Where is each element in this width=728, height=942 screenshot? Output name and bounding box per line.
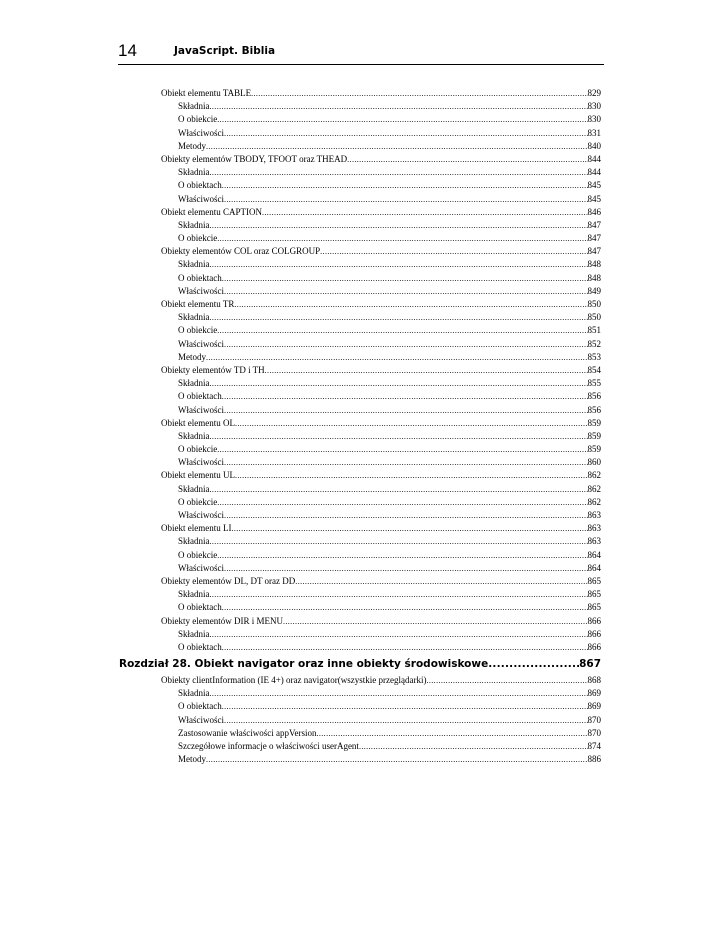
- toc-entry-label: O obiektach: [178, 602, 222, 613]
- toc-entry-label: Właściwości: [178, 404, 224, 415]
- toc-entry-label: O obiektach: [178, 272, 222, 283]
- toc-entry-label: Składnia: [178, 628, 210, 639]
- toc-dot-leader: [206, 140, 588, 153]
- toc-dot-leader: [262, 206, 588, 219]
- toc-dot-leader: [426, 674, 587, 687]
- toc-subsection-entry[interactable]: [178, 535, 601, 548]
- toc-entry-page: 866: [587, 615, 601, 626]
- toc-entry-page: 830: [587, 114, 601, 125]
- toc-entry-page: 866: [587, 641, 601, 652]
- toc-entry-label: Właściwości: [178, 193, 224, 204]
- toc-entry-label: Metody: [178, 754, 206, 765]
- toc-entry-page: 859: [587, 430, 601, 441]
- toc-subsection-entry[interactable]: [178, 285, 601, 298]
- toc-subsection-entry[interactable]: [178, 562, 601, 575]
- toc-entry-page: 847: [587, 233, 601, 244]
- toc-subsection-entry[interactable]: [178, 496, 601, 509]
- toc-entry-page: 874: [587, 741, 601, 751]
- toc-section-entry[interactable]: [161, 417, 601, 430]
- toc-dot-leader: [265, 364, 588, 377]
- toc-subsection-entry[interactable]: [178, 443, 601, 456]
- toc-entry-page: 859: [587, 417, 601, 428]
- toc-subsection-entry[interactable]: [178, 430, 601, 443]
- toc-entry-label: Składnia: [178, 430, 210, 441]
- toc-dot-leader: [316, 727, 587, 740]
- toc-dot-leader: [210, 483, 588, 496]
- toc-subsection-entry[interactable]: [178, 740, 601, 753]
- toc-entry-page: 831: [587, 127, 601, 138]
- toc-entry-label: Obiekt elementu UL: [161, 470, 235, 481]
- toc-entry-page: 862: [587, 470, 601, 481]
- toc-entry-page: 870: [587, 714, 601, 725]
- toc-dot-leader: [206, 351, 588, 364]
- toc-dot-leader: [222, 179, 588, 192]
- toc-subsection-entry[interactable]: [178, 753, 601, 766]
- toc-dot-leader: [222, 601, 588, 614]
- toc-entry-page: 865: [587, 575, 601, 586]
- toc-section-entry[interactable]: [161, 153, 601, 166]
- toc-dot-leader: [224, 714, 588, 727]
- toc-dot-leader: [222, 272, 588, 285]
- toc-entry-page: 849: [587, 285, 601, 296]
- toc-subsection-entry[interactable]: [178, 549, 601, 562]
- toc-subsection-entry[interactable]: [178, 628, 601, 641]
- toc-subsection-entry[interactable]: [178, 127, 601, 140]
- toc-section-entry[interactable]: [161, 364, 601, 377]
- toc-entry-label: Obiekt elementu TABLE: [161, 88, 252, 98]
- toc-entry-page: 886: [587, 754, 601, 765]
- toc-subsection-entry[interactable]: [178, 404, 601, 417]
- toc-entry-page: 863: [587, 510, 601, 520]
- toc-subsection-entry[interactable]: [178, 377, 601, 390]
- toc-entry-label: Obiekt elementu LI: [161, 523, 232, 534]
- toc-subsection-entry[interactable]: [178, 311, 601, 324]
- toc-entry-page: 863: [587, 536, 601, 547]
- toc-entry-page: 865: [587, 602, 601, 613]
- toc-subsection-entry[interactable]: [178, 324, 601, 337]
- toc-entry-page: 848: [587, 272, 601, 283]
- toc-dot-leader: [217, 443, 587, 456]
- toc-entry-label: Właściwości: [178, 285, 224, 296]
- toc-entry-label: O obiekcie: [178, 233, 218, 244]
- toc-subsection-entry[interactable]: [178, 456, 601, 469]
- toc-dot-leader: [222, 641, 588, 654]
- toc-entry-page: 853: [587, 351, 601, 362]
- toc-entry-label: Obiekty elementów DIR i MENU: [161, 615, 283, 626]
- toc-entry-label: O obiektach: [178, 641, 222, 652]
- toc-dot-leader: [251, 87, 587, 100]
- toc-subsection-entry[interactable]: [178, 166, 601, 179]
- toc-entry-page: 855: [587, 378, 601, 389]
- toc-subsection-entry[interactable]: [178, 113, 601, 126]
- toc-dot-leader: [231, 522, 587, 535]
- toc-dot-leader: [210, 258, 588, 271]
- toc-entry-label: Składnia: [178, 483, 210, 494]
- toc-entry-page: 854: [587, 364, 601, 375]
- toc-dot-leader: [488, 656, 579, 672]
- toc-chapter-entry[interactable]: [119, 656, 601, 672]
- toc-entry-label: Rozdział 28. Obiekt navigator oraz inne obiekty środowiskowe: [119, 658, 489, 671]
- toc-entry-label: Właściwości: [178, 338, 224, 349]
- toc-entry-page: 869: [587, 701, 601, 712]
- toc-entry-label: Metody: [178, 351, 206, 362]
- toc-section-entry[interactable]: [161, 469, 601, 482]
- toc-entry-page: 864: [587, 549, 601, 560]
- toc-section-entry[interactable]: [161, 87, 601, 100]
- toc-dot-leader: [210, 535, 588, 548]
- toc-dot-leader: [217, 113, 587, 126]
- book-title: JavaScript. Biblia: [174, 45, 276, 57]
- toc-subsection-entry[interactable]: [178, 219, 601, 232]
- toc-entry-label: Obiekt elementu TR: [161, 299, 235, 309]
- toc-entry-page: 840: [587, 140, 601, 151]
- toc-entry-page: 845: [587, 180, 601, 191]
- toc-entry-label: Właściwości: [178, 510, 224, 520]
- toc-entry-page: 864: [587, 562, 601, 573]
- toc-dot-leader: [210, 377, 588, 390]
- toc-entry-label: Obiekty elementów COL oraz COLGROUP: [161, 246, 321, 257]
- toc-dot-leader: [210, 311, 588, 324]
- toc-entry-page: 850: [587, 299, 601, 309]
- toc-dot-leader: [320, 245, 587, 258]
- toc-entry-label: Składnia: [178, 378, 210, 389]
- toc-entry-label: Szczegółowe informacje o właściwości userAgent: [178, 741, 359, 751]
- toc-subsection-entry[interactable]: [178, 700, 601, 713]
- toc-section-entry[interactable]: [161, 674, 601, 687]
- toc-subsection-entry[interactable]: [178, 483, 601, 496]
- toc-dot-leader: [210, 588, 588, 601]
- toc-entry-label: Właściwości: [178, 562, 224, 573]
- toc-subsection-entry[interactable]: [178, 601, 601, 614]
- toc-entry-page: 846: [587, 206, 601, 217]
- toc-entry-label: O obiektach: [178, 701, 222, 712]
- toc-subsection-entry[interactable]: [178, 588, 601, 601]
- toc-dot-leader: [210, 219, 588, 232]
- toc-entry-label: Składnia: [178, 536, 210, 547]
- toc-entry-page: 847: [587, 246, 601, 257]
- toc-entry-label: O obiekcie: [178, 496, 218, 507]
- toc-entry-label: Składnia: [178, 219, 210, 230]
- toc-subsection-entry[interactable]: [178, 272, 601, 285]
- toc-entry-label: Obiekty elementów DL, DT oraz DD: [161, 575, 296, 586]
- toc-subsection-entry[interactable]: [178, 338, 601, 351]
- toc-dot-leader: [224, 193, 588, 206]
- toc-entry-label: Obiekt elementu CAPTION: [161, 206, 262, 217]
- toc-subsection-entry[interactable]: [178, 687, 601, 700]
- toc-subsection-entry[interactable]: [178, 193, 601, 206]
- toc-dot-leader: [235, 417, 588, 430]
- toc-dot-leader: [295, 575, 587, 588]
- toc-entry-page: 852: [587, 338, 601, 349]
- toc-entry-page: 830: [587, 101, 601, 112]
- toc-entry-label: Składnia: [178, 259, 210, 270]
- toc-dot-leader: [235, 469, 588, 482]
- toc-entry-page: 869: [587, 688, 601, 699]
- toc-entry-label: Zastosowanie właściwości appVersion: [178, 727, 317, 738]
- toc-entry-label: Składnia: [178, 312, 210, 323]
- toc-dot-leader: [210, 628, 588, 641]
- toc-subsection-entry[interactable]: [178, 714, 601, 727]
- toc-entry-page: 851: [587, 325, 601, 336]
- toc-subsection-entry[interactable]: [178, 641, 601, 654]
- toc-entry-label: O obiekcie: [178, 114, 218, 125]
- toc-section-entry[interactable]: [161, 575, 601, 588]
- toc-subsection-entry[interactable]: [178, 100, 601, 113]
- toc-dot-leader: [210, 166, 588, 179]
- toc-entry-page: 859: [587, 444, 601, 455]
- toc-entry-label: Obiekty elementów TBODY, TFOOT oraz THEAD: [161, 153, 348, 164]
- toc-entry-page: 848: [587, 259, 601, 270]
- toc-dot-leader: [222, 700, 588, 713]
- toc-entry-label: Metody: [178, 140, 206, 151]
- toc-dot-leader: [359, 740, 588, 753]
- toc-entry-page: 867: [579, 658, 601, 671]
- toc-entry-page: 866: [587, 628, 601, 639]
- toc-entry-page: 856: [587, 404, 601, 415]
- toc-entry-label: Składnia: [178, 589, 210, 600]
- toc-entry-label: O obiekcie: [178, 444, 218, 455]
- toc-entry-label: Właściwości: [178, 127, 224, 138]
- page-number: 14: [118, 41, 137, 60]
- toc-entry-page: 863: [587, 523, 601, 534]
- toc-subsection-entry[interactable]: [178, 351, 601, 364]
- toc-entry-label: O obiektach: [178, 391, 222, 402]
- toc-entry-page: 845: [587, 193, 601, 204]
- toc-entry-page: 829: [587, 88, 601, 98]
- toc-entry-label: Składnia: [178, 167, 210, 178]
- toc-dot-leader: [217, 324, 587, 337]
- toc-dot-leader: [222, 390, 588, 403]
- toc-entry-label: Obiekty elementów TD i TH: [161, 364, 265, 375]
- toc-entry-page: 850: [587, 312, 601, 323]
- toc-dot-leader: [217, 496, 587, 509]
- toc-dot-leader: [234, 298, 587, 311]
- toc-entry-page: 856: [587, 391, 601, 402]
- toc-dot-leader: [210, 687, 588, 700]
- toc-entry-page: 868: [587, 675, 601, 686]
- toc-entry-page: 844: [587, 153, 601, 164]
- toc-dot-leader: [224, 509, 588, 522]
- toc-dot-leader: [224, 456, 588, 469]
- toc-entry-label: Składnia: [178, 688, 210, 699]
- table-of-contents: [0, 87, 728, 766]
- toc-dot-leader: [224, 127, 588, 140]
- toc-section-entry[interactable]: [161, 245, 601, 258]
- toc-dot-leader: [210, 430, 588, 443]
- toc-section-entry[interactable]: [161, 206, 601, 219]
- toc-dot-leader: [224, 285, 588, 298]
- toc-subsection-entry[interactable]: [178, 258, 601, 271]
- toc-entry-label: Obiekt elementu OL: [161, 417, 235, 428]
- toc-section-entry[interactable]: [161, 522, 601, 535]
- toc-dot-leader: [210, 100, 588, 113]
- toc-dot-leader: [347, 153, 587, 166]
- toc-subsection-entry[interactable]: [178, 727, 601, 740]
- toc-entry-label: O obiekcie: [178, 549, 218, 560]
- toc-subsection-entry[interactable]: [178, 140, 601, 153]
- toc-subsection-entry[interactable]: [178, 509, 601, 522]
- toc-entry-page: 870: [587, 727, 601, 738]
- toc-dot-leader: [224, 338, 588, 351]
- toc-entry-page: 844: [587, 167, 601, 178]
- toc-section-entry[interactable]: [161, 298, 601, 311]
- toc-entry-label: Obiekty clientInformation (IE 4+) oraz navigator(wszystkie przeglądarki): [161, 675, 427, 686]
- toc-dot-leader: [217, 232, 587, 245]
- toc-section-entry[interactable]: [161, 615, 601, 628]
- toc-dot-leader: [206, 753, 588, 766]
- toc-dot-leader: [217, 549, 587, 562]
- toc-entry-page: 862: [587, 496, 601, 507]
- toc-entry-page: 847: [587, 219, 601, 230]
- toc-entry-label: Składnia: [178, 101, 210, 112]
- toc-entry-page: 862: [587, 483, 601, 494]
- toc-subsection-entry[interactable]: [178, 232, 601, 245]
- toc-entry-label: O obiektach: [178, 180, 222, 191]
- toc-subsection-entry[interactable]: [178, 179, 601, 192]
- toc-entry-label: Właściwości: [178, 714, 224, 725]
- page-header: [118, 42, 604, 65]
- toc-subsection-entry[interactable]: [178, 390, 601, 403]
- toc-entry-page: 865: [587, 589, 601, 600]
- toc-dot-leader: [224, 404, 588, 417]
- toc-entry-label: O obiekcie: [178, 325, 218, 336]
- toc-dot-leader: [283, 615, 588, 628]
- toc-dot-leader: [224, 562, 588, 575]
- toc-entry-page: 860: [587, 457, 601, 468]
- toc-entry-label: Właściwości: [178, 457, 224, 468]
